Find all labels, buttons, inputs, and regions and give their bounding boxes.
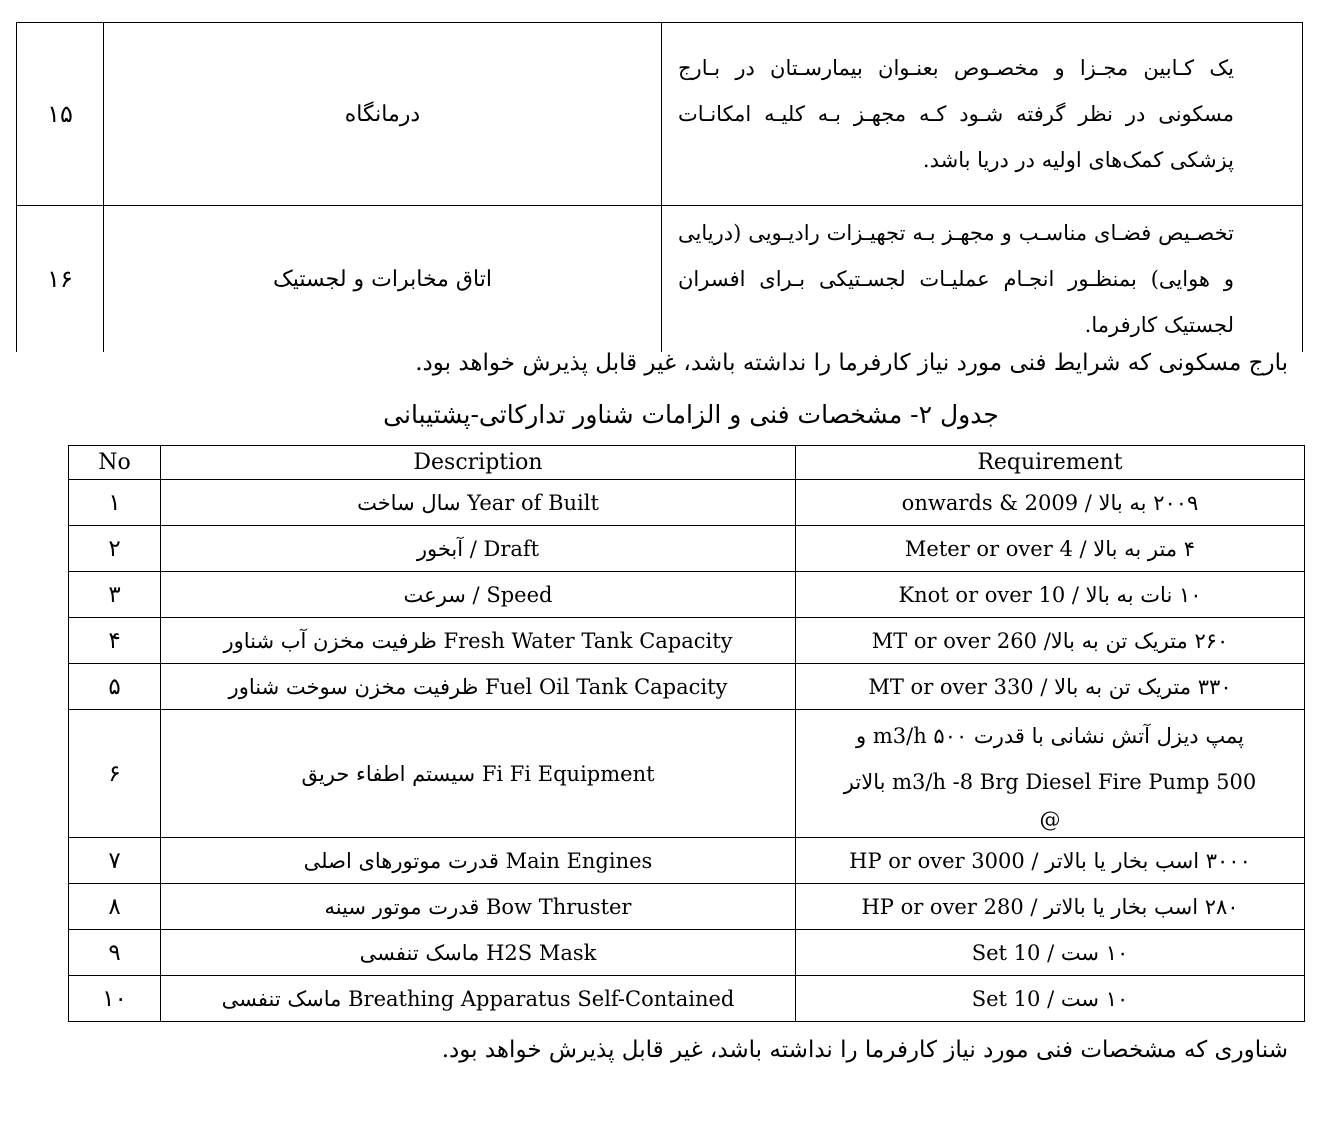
row-no: ۶ — [69, 710, 161, 838]
row-no: ۵ — [69, 664, 161, 710]
table-caption: جدول ۲- مشخصات فنی و الزامات شناور تدارکاتی-پشتیبانی — [383, 400, 999, 429]
table-row — [69, 618, 1305, 664]
vessel-note: شناوری که مشخصات فنی مورد نیاز کارفرما را نداشته باشد، غیر قابل پذیرش خواهد بود. — [441, 1037, 1288, 1063]
row-no: ۸ — [69, 884, 161, 930]
row-title: اتاق مخابرات و لجستیک — [104, 206, 662, 353]
row-no: ۳ — [69, 572, 161, 618]
row-requirement — [796, 710, 1305, 838]
table-row — [69, 976, 1305, 1022]
header-requirement: Requirement — [796, 446, 1305, 480]
row-description: Fi Fi Equipment سیستم اطفاء حریق — [161, 710, 796, 838]
row-requirement: ۱۰ ست / 10 Set — [796, 976, 1305, 1022]
facilities-table — [16, 22, 1303, 352]
header-row — [69, 446, 1305, 480]
barge-note: بارج مسکونی که شرایط فنی مورد نیاز کارفرما را نداشته باشد، غیر قابل پذیرش خواهد بود. — [415, 350, 1288, 376]
table-row — [69, 664, 1305, 710]
row-title: درمانگاه — [104, 23, 662, 206]
row-description: یک کـابین مجـزا و مخصـوص بعنـوان بیمارسـتان در بـارج مسکونی در نظر گرفته شـود کـه مجهـز بـه کلیـه امکانـات پزشکی کمک‌های اولیه در دریا باشد. — [662, 23, 1303, 206]
row-requirement: ۱۰ نات به بالا / 10 Knot or over — [796, 572, 1305, 618]
table-row — [69, 526, 1305, 572]
row-description: Speed / سرعت — [161, 572, 796, 618]
row-description: Main Engines قدرت موتورهای اصلی — [161, 838, 796, 884]
row-description: تخصـیص فضـای مناسـب و مجهـز بـه تجهیـزات رادیـویی (دریایی و هوایی) بمنظـور انجـام عملیـات لجسـتیکی بـرای افسران لجستیک کارفرما. — [662, 206, 1303, 353]
table-row — [17, 206, 1303, 353]
row-requirement: ۳۰۰۰ اسب بخار یا بالاتر / 3000 HP or over — [796, 838, 1305, 884]
row-description: Breathing Apparatus Self-Contained ماسک تنفسی — [161, 976, 796, 1022]
fire-pump-line-1: پمپ دیزل آتش نشانی با قدرت m3/h ۵۰۰ و — [856, 723, 1244, 748]
row-no: ۷ — [69, 838, 161, 884]
fire-pump-line-3: @ — [1039, 807, 1061, 832]
row-description: Draft / آبخور — [161, 526, 796, 572]
table-row — [69, 710, 1305, 838]
table-row — [69, 930, 1305, 976]
row-description: Bow Thruster قدرت موتور سینه — [161, 884, 796, 930]
row-no: ۲ — [69, 526, 161, 572]
row-description: Fresh Water Tank Capacity ظرفیت مخزن آب شناور — [161, 618, 796, 664]
row-requirement: ۲۰۰۹ به بالا / 2009 & onwards — [796, 480, 1305, 526]
row-number: ۱۵ — [17, 23, 104, 206]
row-no: ۴ — [69, 618, 161, 664]
row-description: H2S Mask ماسک تنفسی — [161, 930, 796, 976]
table-row — [69, 480, 1305, 526]
row-number: ۱۶ — [17, 206, 104, 353]
table-row — [69, 838, 1305, 884]
row-description: Year of Built سال ساخت — [161, 480, 796, 526]
row-description: Fuel Oil Tank Capacity ظرفیت مخزن سوخت شناور — [161, 664, 796, 710]
vessel-spec-table — [68, 445, 1305, 1022]
row-requirement: ۲۶۰ متریک تن به بالا/ 260 MT or over — [796, 618, 1305, 664]
row-requirement: ۳۳۰ متریک تن به بالا / 330 MT or over — [796, 664, 1305, 710]
table-row — [69, 884, 1305, 930]
row-requirement: ۴ متر به بالا / 4 Meter or over — [796, 526, 1305, 572]
row-no: ۱ — [69, 480, 161, 526]
header-description: Description — [161, 446, 796, 480]
header-no: No — [69, 446, 161, 480]
table-row — [17, 23, 1303, 206]
table-row — [69, 572, 1305, 618]
fire-pump-line-2: 500 m3/h -8 Brg Diesel Fire Pump بالاتر — [843, 769, 1257, 794]
row-no: ۹ — [69, 930, 161, 976]
row-requirement: ۲۸۰ اسب بخار یا بالاتر / 280 HP or over — [796, 884, 1305, 930]
row-no: ۱۰ — [69, 976, 161, 1022]
row-requirement: ۱۰ ست / 10 Set — [796, 930, 1305, 976]
